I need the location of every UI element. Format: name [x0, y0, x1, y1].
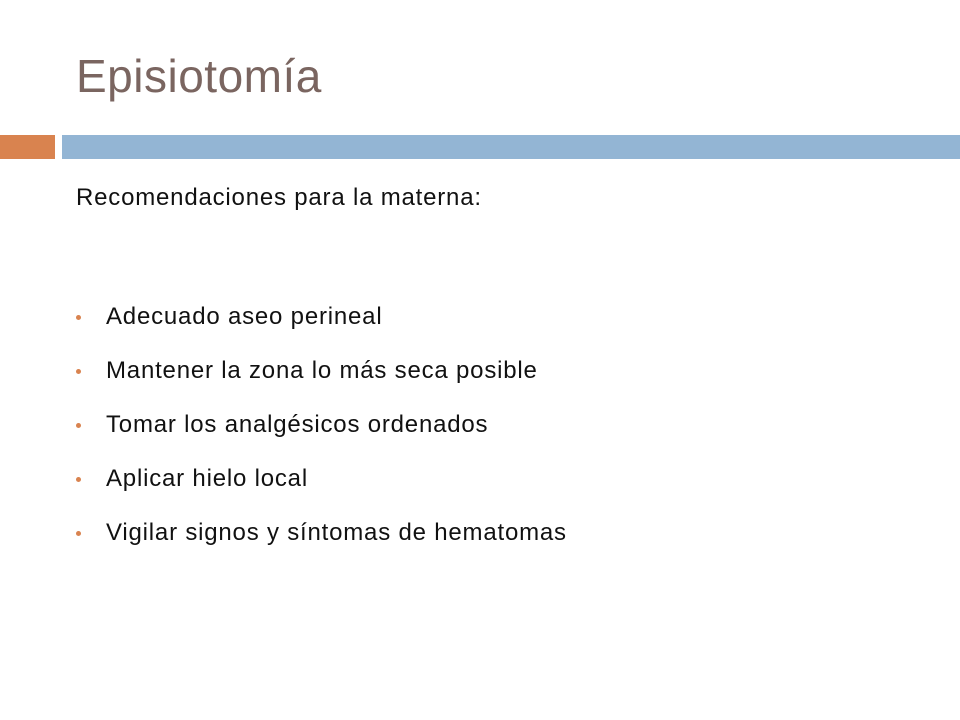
bullet-dot-icon [76, 369, 81, 374]
bullet-text: Mantener la zona lo más seca posible [106, 357, 538, 384]
bullet-item [76, 290, 567, 344]
bullet-text: Adecuado aseo perineal [106, 303, 383, 330]
title-accent-bar-blue [62, 135, 960, 159]
bullet-item [76, 452, 567, 506]
bullet-item [76, 398, 567, 452]
bullet-text: Vigilar signos y síntomas de hematomas [106, 519, 567, 546]
bullet-item [76, 344, 567, 398]
bullet-list [76, 290, 567, 560]
bullet-text: Aplicar hielo local [106, 465, 308, 492]
slide-title: Episiotomía [76, 50, 322, 102]
bullet-item [76, 506, 567, 560]
bullet-dot-icon [76, 477, 81, 482]
title-accent-bar-orange [0, 135, 55, 159]
slide-subtitle: Recomendaciones para la materna: [76, 184, 482, 211]
bullet-dot-icon [76, 531, 81, 536]
bullet-dot-icon [76, 423, 81, 428]
bullet-dot-icon [76, 315, 81, 320]
bullet-text: Tomar los analgésicos ordenados [106, 411, 489, 438]
